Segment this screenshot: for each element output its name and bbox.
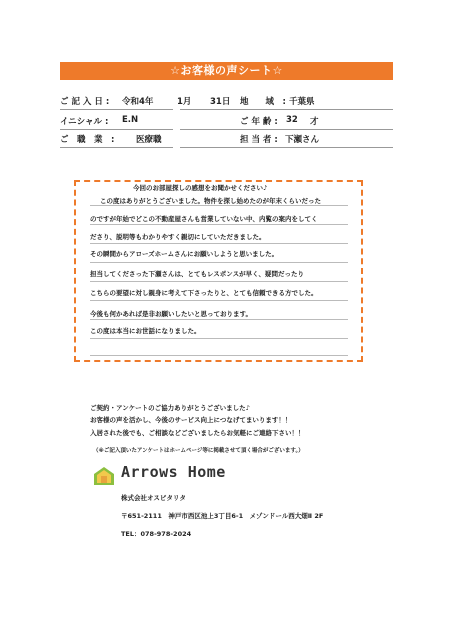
underline: [60, 147, 173, 148]
ruled-line: [90, 319, 348, 320]
info-row-occupation-staff: [60, 131, 393, 147]
occupation-label: ご 職 業 :: [60, 135, 115, 145]
survey-line: この度はありがとうございました。物件を探し始めたのが年末くらいだった: [100, 197, 321, 205]
ruled-line: [90, 205, 348, 206]
underline: [60, 109, 173, 110]
survey-line: のですが年始でどこの不動産屋さんも営業していない中、内覧の案内をしてく: [90, 215, 318, 223]
thanks-line: ご契約・アンケートのご協力ありがとうございました♪: [90, 404, 250, 412]
survey-line: 担当してくださった下瀬さんは、とてもレスポンスが早く、疑問だったり: [90, 270, 304, 278]
staff-label: 担 当 者 :: [240, 135, 278, 145]
survey-line: 今後も何かあれば是非お願いしたいと思っております。: [90, 310, 252, 318]
ruled-line: [90, 300, 348, 301]
underline: [180, 147, 393, 148]
thanks-line: お客様の声を活かし、今後のサービス向上につなげてまいります！！: [90, 416, 292, 424]
ruled-line: [90, 243, 348, 244]
underline: [60, 129, 173, 130]
fill-date-label: ご 記 入 日 :: [60, 97, 110, 107]
initial-label: イニシャル :: [60, 117, 109, 127]
survey-line: その瞬間からアローズホームさんにお願いしようと思いました。: [90, 250, 279, 258]
publication-note: （※ご記入頂いたアンケートはホームページ等に掲載させて頂く場合がございます。）: [93, 448, 304, 454]
region-value: 千葉県: [289, 97, 315, 107]
company-address: 〒651-2111 神戸市西区池上3丁目6-1 メゾンドール西大畑Ⅱ 2F: [121, 512, 324, 520]
ruled-line: [90, 338, 348, 339]
ruled-line: [90, 281, 348, 282]
survey-question: 今回のお部屋探しの感想をお聞かせください♪: [133, 184, 268, 192]
fill-date-era: 令和4年: [122, 97, 154, 107]
fill-date-month: 1月: [177, 97, 192, 107]
survey-line: ださり、説明等もわかりやすく親切にしていただきました。: [90, 233, 266, 241]
company-logo-text: Arrows Home: [121, 463, 226, 481]
ruled-line: [90, 355, 348, 356]
age-value: 32: [286, 115, 298, 125]
company-tel: TEL：078-978-2024: [121, 530, 192, 538]
staff-value: 下瀬さん: [285, 135, 320, 145]
initial-value: E.N: [122, 115, 139, 125]
age-label: ご 年 齢 :: [240, 117, 278, 127]
age-unit: 才: [310, 117, 319, 127]
page-title: ☆お客様の声シート☆: [60, 62, 393, 80]
ruled-line: [90, 262, 348, 263]
survey-line: こちらの要望に対し親身に考えて下さったりと、とても信頼できる方でした。: [90, 289, 318, 297]
region-label: 地 域 :: [240, 97, 286, 107]
info-row-date-region: [60, 93, 393, 109]
fill-date-day: 31日: [210, 97, 231, 107]
thanks-line: 入居された後でも、ご相談などございましたらお気軽にご連絡下さい！！: [90, 429, 305, 437]
ruled-line: [90, 224, 348, 225]
house-logo-icon: [93, 466, 115, 486]
occupation-value: 医療職: [136, 135, 162, 145]
info-row-initial-age: [60, 113, 393, 129]
underline: [180, 129, 393, 130]
company-name: 株式会社オスピタリタ: [121, 494, 186, 502]
survey-line: この度は本当にお世話になりました。: [90, 327, 201, 335]
underline: [180, 109, 393, 110]
